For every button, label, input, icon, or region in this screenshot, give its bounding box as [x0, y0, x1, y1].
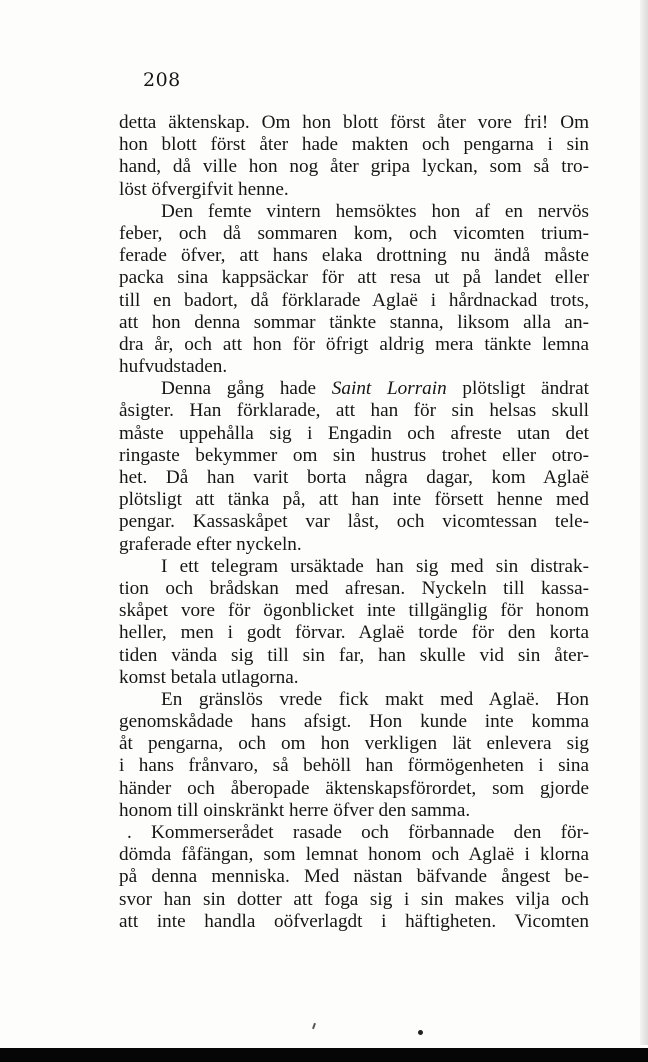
text-line: åsigter. Han förklarade, att han för sin helsas skull — [119, 400, 589, 422]
text-line: åt pengarna, och om hon verkligen lät enlevera sig — [119, 733, 589, 755]
text-line: måste uppehålla sig i Engadin och afreste utan det — [119, 422, 589, 444]
text-line: graferade efter nyckeln. — [119, 533, 302, 555]
text-line: feber, och då sommaren kom, och vicomten trium- — [119, 222, 589, 244]
text-line: hand, då ville hon nog åter gripa lyckan, som så tro- — [119, 156, 589, 178]
text-line: pengar. Kassaskåpet var låst, och vicomtessan tele- — [119, 511, 589, 533]
text-line: I ett telegram ursäktade han sig med sin distrak- — [161, 555, 589, 577]
text-line: att hon denna sommar tänkte stanna, liksom alla an- — [119, 311, 589, 333]
text-line: het. Då han varit borta några dagar, kom Aglaë — [119, 467, 589, 488]
text-segment: Denna gång hade — [161, 378, 317, 400]
text-line: heller, men i godt förvar. Aglaë torde för den korta — [119, 622, 589, 644]
text-line: genomskådade hans afsigt. Hon kunde inte komma — [119, 711, 589, 733]
text-line: plötsligt att tänka på, att han inte försett henne med — [119, 489, 589, 511]
italic-name: Saint Lorrain — [331, 378, 447, 400]
text-line: ferade öfver, att hans elaka drottning nu ändå måste — [119, 245, 589, 267]
print-dot — [418, 1030, 423, 1035]
text-line: ringaste bekymmer om sin hustrus trohet eller otro- — [119, 444, 589, 466]
text-line: dömda fåfängan, som lemnat honom och Aglaë i klorna — [119, 844, 589, 866]
text-segment: plötsligt ändrat — [462, 378, 589, 400]
text-line: händer och åberopade äktenskapsförordet, som gjorde — [119, 777, 589, 799]
text-line: skåpet vore för ögonblicket inte tillgänglig för honom — [119, 600, 589, 622]
text-line: till en badort, då förklarade Aglaë i hårdnackad trots, — [119, 289, 589, 311]
page-right-edge — [640, 0, 648, 1045]
text-line: tiden vända sig till sin far, han skulle vid sin åter- — [119, 644, 589, 666]
text-line: Den femte vintern hemsöktes hon af en nervös — [161, 200, 589, 222]
page-number: 208 — [143, 69, 181, 91]
text-line: i hans frånvaro, så behöll han förmögenheten i sina — [119, 755, 589, 777]
text-line: tion och brådskan med afresan. Nyckeln till kassa- — [119, 577, 589, 599]
text-line: honom till oinskränkt herre öfver den samma. — [119, 799, 471, 821]
text-line: detta äktenskap. Om hon blott först åter vore fri! Om — [119, 112, 589, 133]
text-line: dra år, och att hon för öfrigt aldrig mera tänkte lemna — [119, 333, 589, 355]
text-line: att inte handla oöfverlagdt i häftigheten. Vicomten — [119, 910, 589, 932]
text-line: löst öfvergifvit henne. — [119, 178, 289, 200]
text-line: komst betala utlagorna. — [119, 666, 299, 688]
text-line: hon blott först åter hade makten och pengarna i sin — [119, 134, 589, 156]
scan-bottom-edge — [0, 1048, 648, 1062]
text-line — [119, 378, 589, 400]
body-text — [119, 112, 589, 933]
text-line: packa sina kappsäckar för att resa ut på landet eller — [119, 267, 589, 289]
text-line: på denna menniska. Med nästan bäfvande ångest be- — [119, 866, 589, 888]
text-line: En gränslös vrede fick makt med Aglaë. Hon — [161, 688, 589, 710]
text-line: hufvudstaden. — [119, 356, 228, 378]
text-line: svor han sin dotter att foga sig i sin makes vilja och — [119, 888, 589, 910]
print-mark — [312, 1023, 316, 1029]
text-line: . Kommerserådet rasade och förbannade den för- — [127, 822, 589, 843]
